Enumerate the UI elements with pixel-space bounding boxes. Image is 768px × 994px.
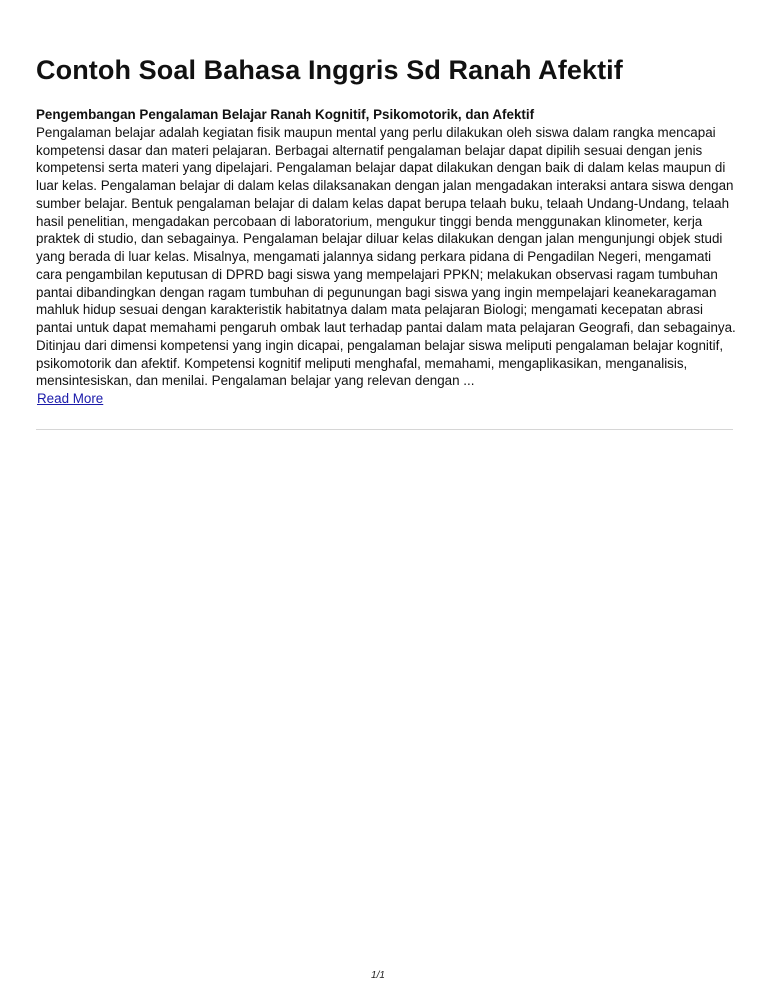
article-body: Pengalaman belajar adalah kegiatan fisik maupun mental yang perlu dilakukan oleh siswa dalam rangka mencapai kompetensi dasar dan materi pelajaran. Berbagai alternatif pengalaman belajar dapat dipilih sesuai dengan jenis kompetensi serta materi yang dipelajari. Pengalaman belajar dapat dilakukan dengan baik di dalam kelas maupun di luar kelas. Pengalaman belajar di dalam kelas dilaksanakan dengan jalan mengadakan interaksi antara siswa dengan sumber belajar. Bentuk pengalaman belajar di dalam kelas dapat berupa telaah buku, telaah Undang-Undang, telaah hasil penelitian, mengadakan percobaan di laboratorium, mengukur tinggi benda menggunakan klinometer, kerja praktek di studio, dan sebagainya. Pengalaman belajar diluar kelas dilakukan dengan jalan mengunjungi objek studi yang berada di luar kelas. Misalnya, mengamati jalannya sidang perkara pidana di Pengadilan Negeri, mengamati cara pengambilan keputusan di DPRD bagi siswa yang mempelajari PPKN; melakukan observasi ragam tumbuhan pantai dibandingkan dengan ragam tumbuhan di pegunungan bagi siswa yang ingin mempelajari keanekaragaman mahluk hidup sesuai dengan karakteristik habitatnya dalam mata pelajaran Biologi; mengamati kecepatan abrasi pantai untuk dapat memahami pengaruh ombak laut terhadap pantai dalam mata pelajaran Geografi, dan sebagainya. Ditinjau dari dimensi kompetensi yang ingin dicapai, pengalaman belajar siswa meliputi pengalaman belajar kognitif, psikomotorik dan afektif. Kompetensi kognitif meliputi menghafal, memahami, mengaplikasikan, menganalisis, mensintesiskan, dan menilai. Pengalaman belajar yang relevan dengan ... [36, 124, 736, 389]
read-more-link[interactable]: Read More [37, 391, 104, 407]
page-number: 1/1 [371, 970, 385, 981]
article [36, 106, 736, 408]
divider [36, 429, 733, 430]
page-title: Contoh Soal Bahasa Inggris Sd Ranah Afektif [36, 55, 623, 85]
article-heading: Pengembangan Pengalaman Belajar Ranah Kognitif, Psikomotorik, dan Afektif [36, 107, 535, 122]
